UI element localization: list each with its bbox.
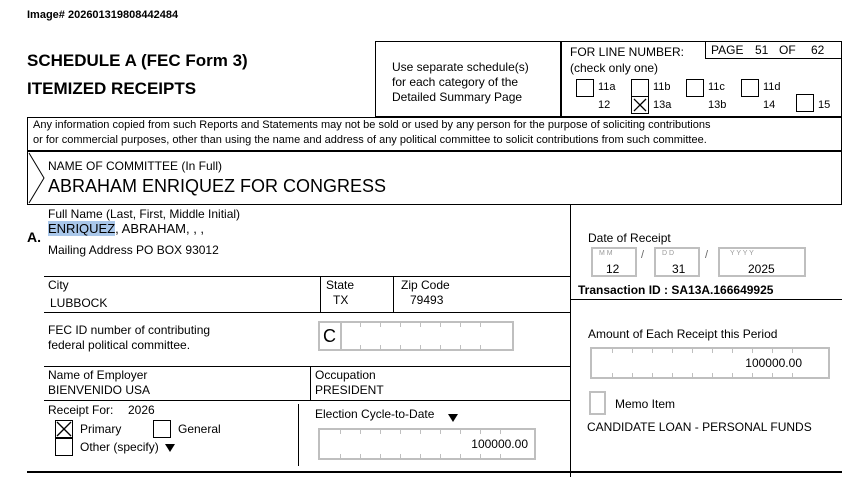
notice-line-1: Any information copied from such Reports and Statements may not be sold or used by any person for the purpose of soliciting contributions: [33, 119, 711, 131]
other-dropdown-icon[interactable]: [165, 444, 175, 452]
date-month-hint: M M: [599, 250, 613, 257]
entry-letter: A.: [27, 229, 41, 245]
date-month: 12: [606, 262, 620, 276]
instruction-line-2: for each category of the: [392, 75, 519, 89]
city-row-bottom-rule: [44, 312, 570, 313]
committee-arrow-icon: [28, 152, 46, 204]
date-sep-2: /: [705, 249, 709, 261]
line-number-label: FOR LINE NUMBER:: [570, 45, 685, 59]
amount-label: Amount of Each Receipt this Period: [588, 327, 778, 341]
city-value: LUBBOCK: [50, 296, 108, 310]
amount-value: 100000.00: [745, 356, 802, 370]
zip-value: 79493: [410, 293, 444, 307]
checkbox-11b[interactable]: [631, 79, 649, 97]
city-row-top-rule: [44, 276, 570, 277]
notice-line-2: or for commercial purposes, other than using the name and address of any political committee to solicit contributions from such committee.: [33, 134, 707, 146]
checkmark-x-icon: [56, 421, 72, 437]
contributor-name: [48, 221, 204, 236]
date-year-input[interactable]: [718, 247, 806, 277]
date-day-input[interactable]: [654, 247, 700, 277]
date-sep-1: /: [641, 249, 645, 261]
other-checkbox[interactable]: [55, 438, 73, 456]
committee-label: NAME OF COMMITTEE (In Full): [48, 159, 222, 173]
line-15-label: 15: [818, 99, 831, 111]
contributor-last-name: ENRIQUEZ: [48, 221, 116, 236]
fec-id-input[interactable]: [318, 321, 514, 351]
committee-name: ABRAHAM ENRIQUEZ FOR CONGRESS: [48, 176, 387, 196]
state-label: State: [326, 278, 355, 292]
city-label: City: [48, 278, 69, 292]
column-divider: [570, 205, 571, 477]
right-column-rule: [570, 299, 842, 300]
page-total: 62: [811, 43, 825, 57]
line-14-label: 14: [763, 99, 776, 111]
line-13a-label: 13a: [653, 99, 672, 111]
of-label: OF: [779, 43, 796, 57]
state-left-rule: [320, 276, 321, 312]
amount-input[interactable]: [590, 347, 830, 379]
occupation-value: PRESIDENT: [315, 383, 384, 397]
line-11b-label: 11b: [653, 81, 671, 93]
line-12-label: 12: [598, 99, 611, 111]
election-cycle-value: 100000.00: [471, 437, 528, 451]
election-cycle-label: Election Cycle-to-Date: [315, 407, 435, 421]
line-11c-label: 11c: [708, 81, 725, 93]
state-value: TX: [333, 293, 349, 307]
date-day-hint: D D: [662, 250, 675, 257]
line-13b-label: 13b: [708, 99, 727, 111]
checkbox-11c[interactable]: [686, 79, 704, 97]
line-11a-label: 11a: [598, 81, 616, 93]
checkbox-11a[interactable]: [576, 79, 594, 97]
check-only-one: (check only one): [570, 61, 659, 75]
zip-label: Zip Code: [401, 278, 450, 292]
transaction-id: Transaction ID : SA13A.166649925: [578, 283, 774, 297]
mailing-address: Mailing Address PO BOX 93012: [48, 243, 219, 257]
checkbox-11d[interactable]: [741, 79, 759, 97]
other-label: Other (specify): [80, 440, 159, 454]
checkbox-13a[interactable]: [631, 96, 649, 114]
bottom-rule: [27, 471, 842, 473]
instruction-line-3: Detailed Summary Page: [392, 90, 523, 104]
primary-label: Primary: [80, 422, 122, 436]
itemized-title: ITEMIZED RECEIPTS: [27, 79, 197, 98]
contributor-rest-name: , ABRAHAM, , ,: [115, 221, 205, 236]
fec-id-label-2: federal political committee.: [48, 338, 191, 352]
fec-id-label-1: FEC ID number of contributing: [48, 323, 211, 337]
instruction-line-1: Use separate schedule(s): [392, 60, 529, 74]
receipt-for-year: 2026: [128, 403, 155, 417]
line-11d-label: 11d: [763, 81, 781, 93]
date-day: 31: [672, 262, 686, 276]
memo-checkbox[interactable]: [589, 391, 606, 415]
employer-row-bottom-rule: [44, 400, 570, 401]
image-id: Image# 202601319808442484: [27, 9, 179, 21]
full-name-label: Full Name (Last, First, Middle Initial): [48, 207, 241, 221]
date-month-input[interactable]: [591, 247, 637, 277]
checkmark-x-icon: [632, 97, 648, 113]
memo-text: CANDIDATE LOAN - PERSONAL FUNDS: [587, 420, 812, 434]
checkbox-15[interactable]: [796, 94, 814, 112]
employer-value: BIENVENIDO USA: [48, 383, 151, 397]
employer-label: Name of Employer: [48, 368, 148, 382]
page-label: PAGE: [711, 43, 744, 57]
date-label: Date of Receipt: [588, 231, 671, 245]
memo-label: Memo Item: [615, 397, 676, 411]
date-year-hint: Y Y Y Y: [730, 250, 754, 257]
general-checkbox[interactable]: [153, 420, 171, 438]
page-number: 51: [755, 43, 769, 57]
primary-checkbox[interactable]: [55, 420, 73, 438]
fec-id-prefix: C: [323, 326, 336, 346]
election-cycle-input[interactable]: [318, 428, 536, 460]
schedule-title: SCHEDULE A (FEC Form 3): [27, 51, 248, 70]
date-year: 2025: [748, 262, 775, 276]
election-cycle-dropdown-icon[interactable]: [448, 414, 458, 422]
employer-row-top-rule: [44, 366, 570, 367]
zip-left-rule: [393, 276, 394, 312]
election-cycle-left-rule: [298, 404, 299, 466]
general-label: General: [178, 422, 221, 436]
occupation-label: Occupation: [315, 368, 376, 382]
occupation-left-rule: [310, 366, 311, 400]
receipt-for-label: Receipt For:: [48, 403, 114, 417]
